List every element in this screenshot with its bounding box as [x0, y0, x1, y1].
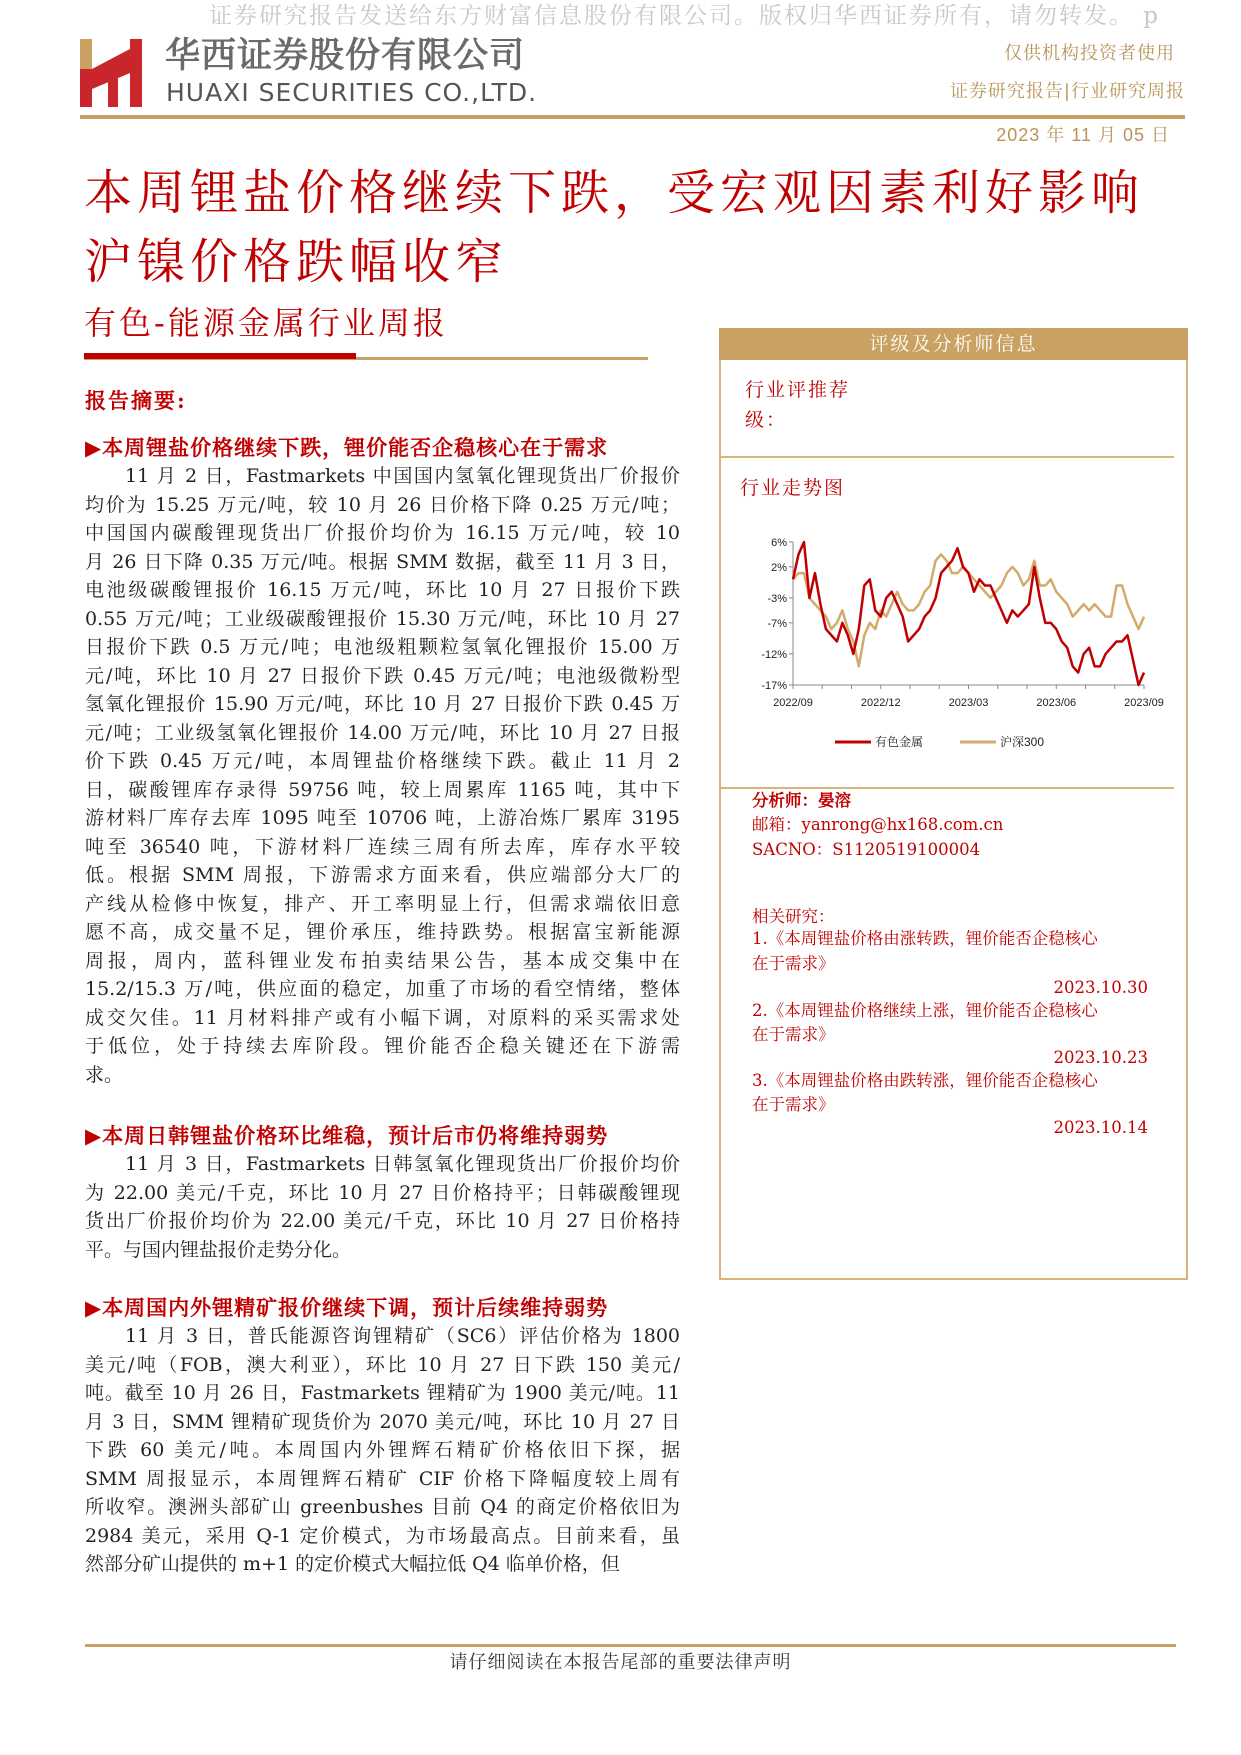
body-line: 均价为 15.25 万元/吨，较 10 月 26 日价格下降 0.25 万元/吨；: [85, 493, 680, 516]
related-item-2-cont[interactable]: 在于需求》: [752, 1025, 835, 1044]
body-line: 吨。截至 10 月 26 日，Fastmarkets 锂精矿为 1900 美元/吨。11: [85, 1382, 680, 1404]
footer-divider: [85, 1644, 1176, 1647]
related-item-1[interactable]: 1.《本周锂盐价格由涨转跌，锂价能否企稳核心: [752, 929, 1098, 948]
body-line: 货出厂价报价均价为 22.00 美元/千克，环比 10 月 27 日价格持: [85, 1210, 680, 1232]
related-item-2[interactable]: 2.《本周锂盐价格继续上涨，锂价能否企稳核心: [752, 1001, 1098, 1020]
report-type: 证券研究报告|行业研究周报: [949, 81, 1185, 102]
body-line: 产线从检修中恢复，排产、开工率明显上行，但需求端依旧意: [85, 892, 680, 915]
body-line: 成交欠佳。11 月材料排产或有小幅下调，对原料的采买需求处: [85, 1006, 680, 1029]
body-line: 美元/吨（FOB，澳大利亚），环比 10 月 27 日下跌 150 美元/: [85, 1353, 680, 1376]
body-line: 月 3 日，SMM 锂精矿现货价为 2070 美元/吨，环比 10 月 27 日: [85, 1410, 680, 1433]
panel-divider: [721, 456, 1174, 458]
body-line: 所收窄。澳洲头部矿山 greenbushes 目前 Q4 的商定价格依旧为: [85, 1496, 680, 1518]
report-date: 2023 年 11 月 05 日: [996, 125, 1170, 145]
section-heading: ▶本周锂盐价格继续下跌，锂价能否企稳核心在于需求: [85, 435, 609, 460]
section-heading: ▶本周日韩锂盐价格环比维稳，预计后市仍将维持弱势: [85, 1123, 609, 1148]
y-tick-label: -17%: [761, 680, 787, 692]
report-title-line2: 沪镍价格跌幅收窄: [84, 234, 509, 290]
body-line: 氢氧化锂报价 15.90 万元/吨，环比 10 月 27 日报价下跌 0.45 万: [85, 693, 680, 715]
section-2: [85, 1122, 680, 1264]
body-line: 元/吨，环比 10 月 27 日报价下跌 0.45 万元/吨；电池级微粉型: [85, 664, 680, 687]
watermark: 证券研究报告发送给东方财富信息股份有限公司。版权归华西证券所有，请勿转发。 p: [209, 3, 1161, 29]
body-line: 日报价下跌 0.5 万元/吨；电池级粗颗粒氢氧化锂报价 15.00 万: [85, 636, 680, 658]
report-subtitle: 有色-能源金属行业周报: [84, 304, 448, 342]
rating-label-cont: 级：: [745, 409, 788, 431]
related-item-3-date: 2023.10.14: [1053, 1118, 1148, 1137]
body-line: 电池级碳酸锂报价 16.15 万元/吨，环比 10 月 27 日报价下跌: [85, 579, 680, 601]
body-line: 愿不高，成交量不足，锂价承压，维持跌势。根据富宝新能源: [85, 921, 680, 943]
company-name-cn: 华西证券股份有限公司: [165, 36, 526, 76]
panel-header: 评级及分析师信息: [719, 328, 1188, 360]
x-tick-label: 2022/12: [860, 697, 901, 709]
x-tick-label: 2023/09: [1124, 697, 1164, 709]
body-line: 低。根据 SMM 周报，下游需求方面来看，供应端部分大厂的: [85, 864, 680, 886]
body-line: 价下跌 0.45 万元/吨，本周锂盐价格继续下跌。截止 11 月 2: [85, 750, 680, 772]
body-line: 0.55 万元/吨；工业级碳酸锂报价 15.30 万元/吨，环比 10 月 27: [85, 607, 680, 630]
legal-notice: 请仔细阅读在本报告尾部的重要法律声明: [449, 1652, 792, 1673]
related-item-3-cont[interactable]: 在于需求》: [752, 1095, 835, 1114]
body-line: 11 月 3 日，普氏能源咨询锂精矿（SC6）评估价格为 1800: [125, 1325, 680, 1347]
body-line: 11 月 2 日，Fastmarkets 中国国内氢氧化锂现货出厂价报价: [125, 465, 680, 487]
section-heading: ▶本周国内外锂精矿报价继续下调，预计后续维持弱势: [85, 1295, 609, 1320]
analyst-email[interactable]: 邮箱：yanrong@hx168.com.cn: [752, 815, 1004, 834]
body-line: 为 22.00 美元/千克，环比 10 月 27 日价格持平；日韩碳酸锂现: [85, 1181, 680, 1204]
body-line: 11 月 3 日，Fastmarkets 日韩氢氧化锂现货出厂价报价均价: [125, 1153, 680, 1175]
body-line: 月 26 日下降 0.35 万元/吨。根据 SMM 数据，截至 11 月 3 日，: [85, 550, 680, 573]
body-line: 于低位，处于持续去库阶段。锂价能否企稳关键还在下游需: [85, 1035, 680, 1057]
body-line: 15.2/15.3 万/吨，供应面的稳定，加重了市场的看空情绪，整体: [85, 978, 680, 1000]
section-body: [85, 462, 680, 1089]
subtitle-accent-bar: [84, 353, 356, 359]
y-tick-label: -12%: [761, 648, 787, 661]
body-line: 平。与国内锂盐报价走势分化。: [85, 1238, 352, 1261]
series-line-nonferrous: [793, 542, 1144, 685]
body-line: 吨至 36540 吨，下游材料厂连续三周有所去库，库存水平较: [85, 835, 680, 858]
report-title-line1: 本周锂盐价格继续下跌，受宏观因素利好影响: [84, 165, 1145, 221]
y-tick-label: 2%: [771, 561, 787, 574]
body-line: 2984 美元，采用 Q-1 定价模式，为市场最高点。目前来看，虽: [85, 1524, 680, 1547]
analyst-sacno: SACNO：S1120519100004: [752, 840, 981, 859]
x-tick-label: 2023/06: [1036, 697, 1077, 709]
industry-trend-chart: [730, 512, 1170, 767]
y-tick-label: -7%: [767, 617, 787, 630]
rating-label: 行业评推荐: [745, 379, 851, 401]
body-line: 日，碳酸锂库存录得 59756 吨，较上周累库 1165 吨，其中下: [85, 778, 680, 801]
section-1: [85, 434, 680, 1089]
related-item-3[interactable]: 3.《本周锂盐价格由跌转涨，锂价能否企稳核心: [752, 1071, 1098, 1090]
body-line: 周报，周内，蓝科锂业发布拍卖结果公告，基本成交集中在: [85, 949, 680, 972]
related-research-label: 相关研究：: [752, 907, 835, 926]
legend-label: 有色金属: [875, 735, 924, 749]
analyst-name: 分析师：晏溶: [752, 791, 851, 810]
x-tick-label: 2022/09: [773, 697, 813, 709]
y-tick-label: -3%: [767, 592, 787, 605]
section-body: [85, 1150, 680, 1264]
body-line: 元/吨；工业级氢氧化锂报价 14.00 万元/吨，环比 10 月 27 日报: [85, 721, 680, 744]
body-line: 下跌 60 美元/吨。本周国内外锂辉石精矿价格依旧下探，据: [85, 1439, 680, 1461]
body-line: 求。: [85, 1063, 124, 1086]
related-item-2-date: 2023.10.23: [1053, 1048, 1148, 1067]
body-line: 然部分矿山提供的 m+1 的定价模式大幅拉低 Q4 临单价格，但: [85, 1553, 620, 1575]
company-name-en: HUAXI SECURITIES CO.,LTD.: [166, 78, 538, 107]
section-body: [85, 1322, 680, 1579]
y-tick-label: 6%: [771, 537, 787, 549]
related-item-1-cont[interactable]: 在于需求》: [752, 954, 835, 973]
legend-label: 沪深300: [1000, 735, 1045, 749]
body-line: SMM 周报显示，本周锂辉石精矿 CIF 价格下降幅度较上周有: [85, 1467, 680, 1490]
related-item-1-date: 2023.10.30: [1053, 978, 1148, 997]
panel-divider: [721, 787, 1174, 789]
section-3: [85, 1294, 680, 1579]
header-divider: [80, 115, 1185, 119]
body-line: 中国国内碳酸锂现货出厂价报价均价为 16.15 万元/吨，较 10: [85, 522, 680, 544]
abstract-label: 报告摘要:: [85, 388, 187, 413]
body-line: 游材料厂库存去库 1095 吨至 10706 吨，上游冶炼厂累库 3195: [85, 807, 680, 829]
audience-note: 仅供机构投资者使用: [1004, 43, 1175, 64]
company-logo: [80, 39, 142, 107]
chart-title: 行业走势图: [740, 477, 846, 499]
x-tick-label: 2023/03: [948, 697, 989, 709]
